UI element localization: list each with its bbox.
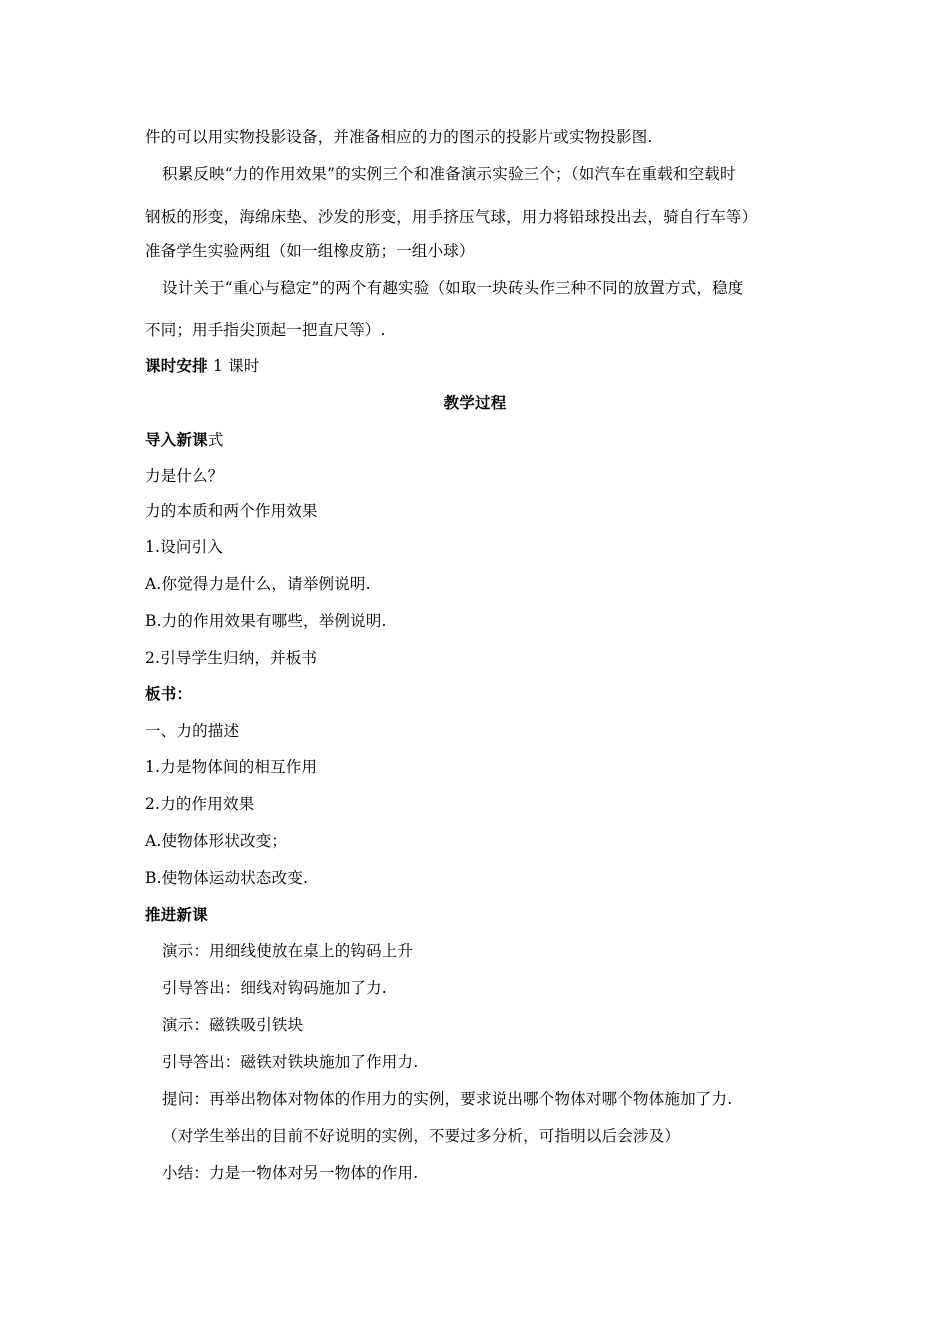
intro-heading-bold: 导入新课 — [145, 430, 208, 449]
advance-line-3: 演示：磁铁吸引铁块 — [162, 1016, 304, 1034]
intro-question-1: 力是什么？ — [145, 467, 224, 485]
intro-step-2: 2.引导学生归纳，并板书 — [145, 649, 318, 667]
advance-line-6: （对学生举出的目前不好说明的实例，不要过多分析，可指明以后会涉及） — [162, 1127, 681, 1145]
intro-question-2: 力的本质和两个作用效果 — [145, 502, 318, 520]
advance-heading: 推进新课 — [145, 905, 208, 924]
prep-line-3: 钢板的形变，海绵床垫、沙发的形变，用手挤压气球，用力将铅球投出去，骑自行车等） — [145, 208, 758, 226]
prep-line-2: 积累反映“力的作用效果”的实例三个和准备演示实验三个；（如汽车在重载和空载时 — [162, 165, 736, 183]
schedule-label: 课时安排 — [145, 356, 208, 375]
intro-item-b: B.力的作用效果有哪些，举例说明. — [145, 612, 387, 630]
intro-heading — [145, 430, 815, 450]
intro-heading-suffix: 式 — [207, 431, 224, 449]
board-heading: 板书： — [145, 684, 193, 703]
board-line-3: 2.力的作用效果 — [145, 795, 255, 813]
board-line-4: A.使物体形状改变； — [145, 832, 288, 850]
intro-item-a: A.你觉得力是什么，请举例说明. — [145, 575, 371, 593]
board-line-5: B.使物体运动状态改变. — [145, 869, 309, 887]
board-line-1: 一、力的描述 — [145, 722, 240, 740]
advance-line-2: 引导答出：细线对钩码施加了力. — [162, 979, 387, 997]
prep-line-1: 件的可以用实物投影设备，并准备相应的力的图示的投影片或实物投影图. — [145, 128, 653, 146]
advance-line-5: 提问：再举出物体对物体的作用力的实例，要求说出哪个物体对哪个物体施加了力. — [162, 1090, 733, 1108]
prep-line-5: 设计关于“重心与稳定”的两个有趣实验（如取一块砖头作三种不同的放置方式，稳度 — [162, 279, 744, 297]
prep-line-6: 不同；用手指尖顶起一把直尺等）. — [145, 321, 386, 339]
board-line-2: 1.力是物体间的相互作用 — [145, 758, 318, 776]
advance-line-7: 小结：力是一物体对另一物体的作用. — [162, 1164, 419, 1182]
prep-line-4: 准备学生实验两组（如一组橡皮筋；一组小球） — [145, 242, 475, 260]
intro-step-1: 1.设问引入 — [145, 538, 223, 556]
schedule-line — [145, 356, 815, 376]
advance-line-1: 演示：用细线使放在桌上的钩码上升 — [162, 942, 414, 960]
advance-line-4: 引导答出：磁铁对铁块施加了作用力. — [162, 1053, 419, 1071]
process-title: 教学过程 — [443, 393, 507, 412]
schedule-value: 1 课时 — [207, 357, 260, 375]
